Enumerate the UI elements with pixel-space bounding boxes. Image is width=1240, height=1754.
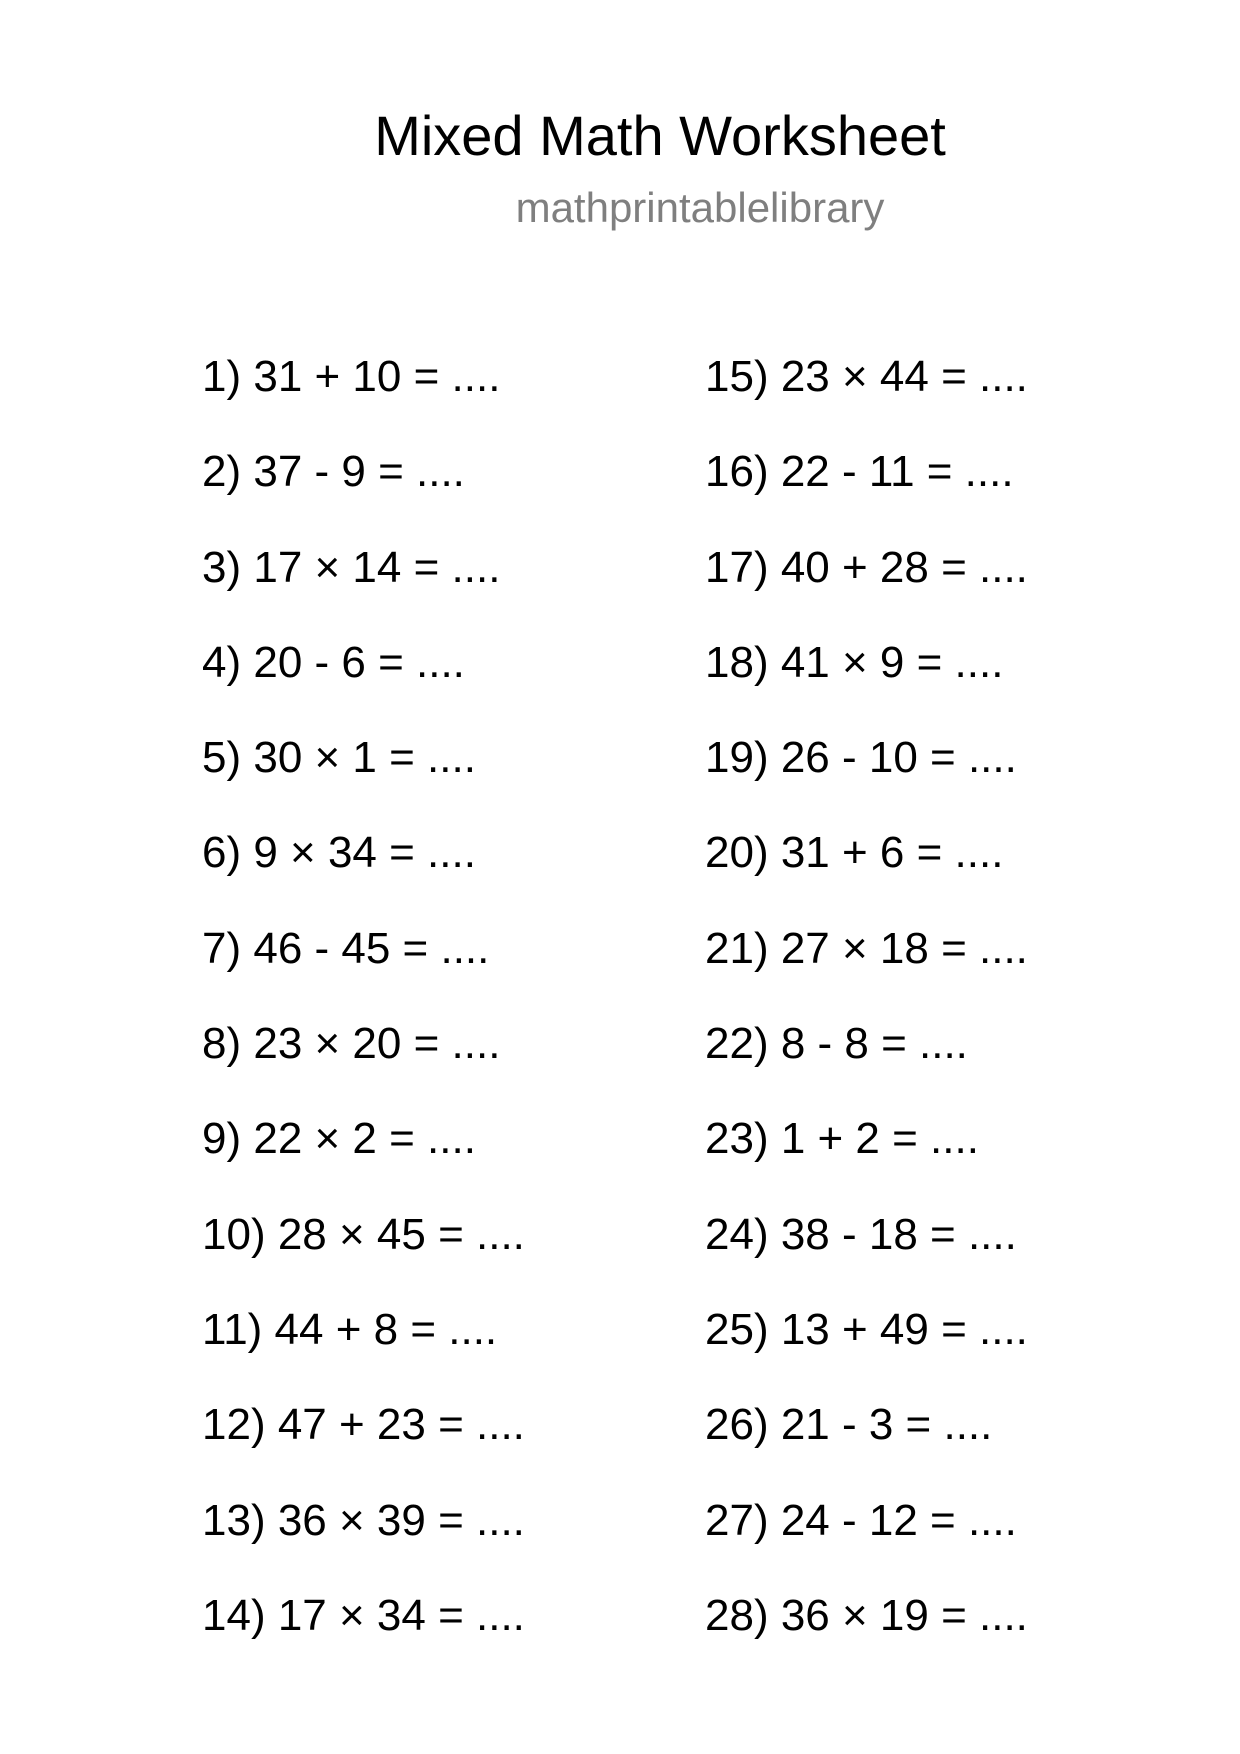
problems-column-left: [202, 344, 722, 1678]
problem-14: 14) 17 × 34 = ....: [202, 1590, 525, 1640]
problem-25: 25) 13 + 49 = ....: [705, 1304, 1028, 1354]
problem-27: 27) 24 - 12 = ....: [705, 1495, 1017, 1545]
problem-13: 13) 36 × 39 = ....: [202, 1495, 525, 1545]
problem-16: 16) 22 - 11 = ....: [705, 447, 1014, 497]
problem-7: 7) 46 - 45 = ....: [202, 923, 490, 973]
problem-8: 8) 23 × 20 = ....: [202, 1019, 501, 1069]
problem-23: 23) 1 + 2 = ....: [705, 1114, 979, 1164]
problem-11: 11) 44 + 8 = ....: [202, 1304, 498, 1354]
problem-22: 22) 8 - 8 = ....: [705, 1019, 968, 1069]
problem-5: 5) 30 × 1 = ....: [202, 733, 476, 783]
problem-4: 4) 20 - 6 = ....: [202, 637, 465, 687]
problem-3: 3) 17 × 14 = ....: [202, 542, 501, 592]
problem-2: 2) 37 - 9 = ....: [202, 447, 465, 497]
problem-21: 21) 27 × 18 = ....: [705, 923, 1028, 973]
problem-9: 9) 22 × 2 = ....: [202, 1114, 476, 1164]
problem-10: 10) 28 × 45 = ....: [202, 1209, 525, 1259]
problem-20: 20) 31 + 6 = ....: [705, 828, 1004, 878]
problem-1: 1) 31 + 10 = ....: [202, 352, 501, 401]
problem-6: 6) 9 × 34 = ....: [202, 828, 476, 878]
problem-24: 24) 38 - 18 = ....: [705, 1209, 1017, 1259]
problems-column-right: [705, 344, 1225, 1678]
problem-17: 17) 40 + 28 = ....: [705, 542, 1028, 592]
problem-26: 26) 21 - 3 = ....: [705, 1400, 993, 1450]
worksheet-title: Mixed Math Worksheet: [374, 104, 946, 167]
problem-12: 12) 47 + 23 = ....: [202, 1400, 525, 1450]
problem-19: 19) 26 - 10 = ....: [705, 733, 1017, 783]
problem-28: 28) 36 × 19 = ....: [705, 1590, 1028, 1640]
problem-18: 18) 41 × 9 = ....: [705, 637, 1004, 687]
worksheet-subtitle: mathprintablelibrary: [515, 184, 885, 231]
problem-15: 15) 23 × 44 = ....: [705, 352, 1028, 401]
